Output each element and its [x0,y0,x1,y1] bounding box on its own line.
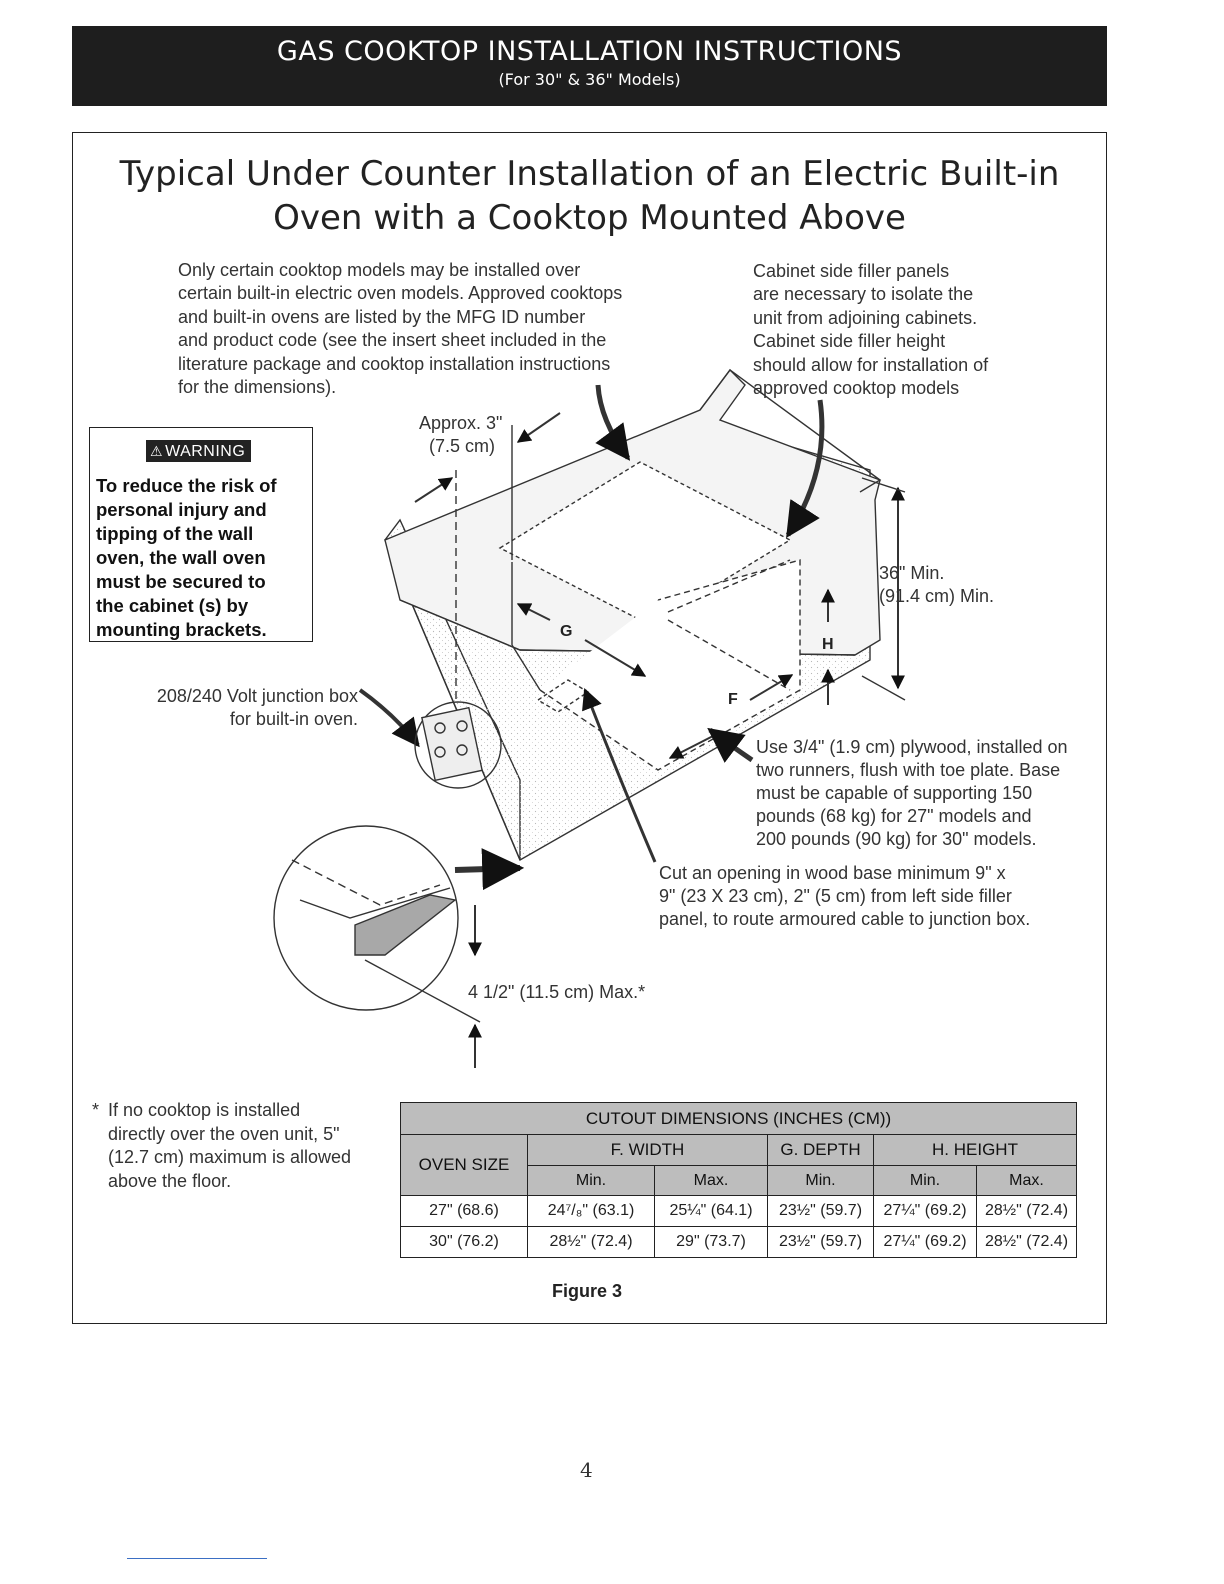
col-oven-size: OVEN SIZE [401,1135,528,1196]
dimension-g-letter: G [560,623,573,640]
opening-line: panel, to route armoured cable to junction box. [659,909,1031,929]
table-cell: 27" (68.6) [401,1196,528,1227]
warning-line: mounting brackets. [96,619,267,640]
table-cell: 29" (73.7) [655,1227,768,1258]
col-f-width: F. WIDTH [528,1135,768,1166]
height-line-2: (91.4 cm) Min. [879,586,995,606]
heading-line-2: Oven with a Cooktop Mounted Above [273,198,906,238]
footnote-line: (12.7 cm) maximum is allowed [108,1147,352,1167]
sub-min: Min. [528,1166,655,1196]
filler-line: should allow for installation of [753,354,989,375]
filler-line: approved cooktop models [753,378,960,399]
footnote-line: If no cooktop is installed [108,1100,301,1120]
col-g-depth: G. DEPTH [768,1135,874,1166]
filler-line: Cabinet side filler panels [753,261,950,281]
intro-line: literature package and cooktop installation instructions [178,353,611,374]
sub-max: Max. [977,1166,1077,1196]
base-opening-label [659,862,1079,931]
table-cell: 28½" (72.4) [977,1196,1077,1227]
table-cell: 28½" (72.4) [977,1227,1077,1258]
table-cell: 28½" (72.4) [528,1227,655,1258]
opening-line: 9" (23 X 23 cm), 2" (5 cm) from left side filler [659,886,1012,906]
plywood-line: Use 3/4" (1.9 cm) plywood, installed on [756,737,1068,757]
dimension-f-letter: F [728,691,738,708]
table-cell: 24⁷/₈" (63.1) [528,1196,655,1227]
filler-line: are necessary to isolate the [753,284,974,305]
table-header-row [401,1135,1077,1166]
max-height-label: 4 1/2" (11.5 cm) Max.* [468,982,646,1002]
height-36-label [879,562,994,608]
footnote-star: * [92,1100,100,1120]
filler-panel-note [753,260,1053,400]
table-title-row [401,1103,1077,1135]
table-cell: 30" (76.2) [401,1227,528,1258]
table-cell: 23½" (59.7) [768,1196,874,1227]
intro-line: certain built-in electric oven models. Approved cooktops [178,283,623,304]
intro-note [178,259,678,399]
warning-triangle-icon: ⚠ [150,443,164,459]
table-cell: 23½" (59.7) [768,1227,874,1258]
intro-line: for the dimensions). [178,377,337,398]
cutout-dimensions-table [400,1102,1077,1258]
plywood-line: two runners, flush with toe plate. Base [756,760,1061,780]
warning-label-text: WARNING [165,443,246,460]
plywood-line: pounds (68 kg) for 27" models and [756,806,1032,826]
opening-line: Cut an opening in wood base minimum 9" x [659,863,1006,883]
table-cell: 25¼" (64.1) [655,1196,768,1227]
table-row [401,1196,1077,1227]
warning-line: oven, the wall oven [96,547,266,568]
junction-line-2: for built-in oven. [229,709,358,729]
footnote-line: directly over the oven unit, 5" [108,1123,340,1144]
dimension-h-letter: H [822,636,834,653]
heading-line-1: Typical Under Counter Installation of an Electric Built-in [119,154,1060,194]
warning-box [89,427,313,642]
approx-label [419,412,502,458]
header-title: GAS COOKTOP INSTALLATION INSTRUCTIONS [276,36,903,67]
col-h-height: H. HEIGHT [874,1135,1077,1166]
footnote-line: above the floor. [108,1170,232,1191]
filler-line: unit from adjoining cabinets. [753,307,978,328]
header-subtitle: (For 30" & 36" Models) [498,70,681,89]
warning-text [96,474,310,642]
approx-line-2: (7.5 cm) [429,436,496,456]
table-row [401,1227,1077,1258]
warning-line: the cabinet (s) by [96,595,249,616]
table-cell: 27¼" (69.2) [874,1227,977,1258]
intro-line: and product code (see the insert sheet included in the [178,330,607,351]
figure-caption: Figure 3 [552,1281,623,1301]
plywood-line: 200 pounds (90 kg) for 30" models. [756,829,1037,849]
sub-min: Min. [874,1166,977,1196]
warning-line: tipping of the wall [96,523,254,544]
warning-line: must be secured to [96,571,266,592]
sub-min: Min. [768,1166,874,1196]
footnote [92,1099,382,1193]
height-line-1: 36" Min. [879,563,945,583]
plywood-line: must be capable of supporting 150 [756,783,1033,803]
footer-rule [127,1558,267,1559]
filler-line: Cabinet side filler height [753,331,946,352]
approx-line-1: Approx. 3" [419,413,503,433]
sub-max: Max. [655,1166,768,1196]
intro-line: and built-in ovens are listed by the MFG ID number [178,306,586,327]
warning-line: personal injury and [96,499,267,520]
table-cell: 27¼" (69.2) [874,1196,977,1227]
page-number: 4 [580,1458,593,1482]
junction-line-1: 208/240 Volt junction box [156,686,358,706]
table-title: CUTOUT DIMENSIONS (INCHES (CM)) [401,1103,1077,1135]
warning-line: To reduce the risk of [96,475,277,496]
warning-label [146,440,251,462]
intro-line: Only certain cooktop models may be installed over [178,260,581,280]
plywood-label [756,736,1096,851]
junction-box-label [134,685,358,731]
